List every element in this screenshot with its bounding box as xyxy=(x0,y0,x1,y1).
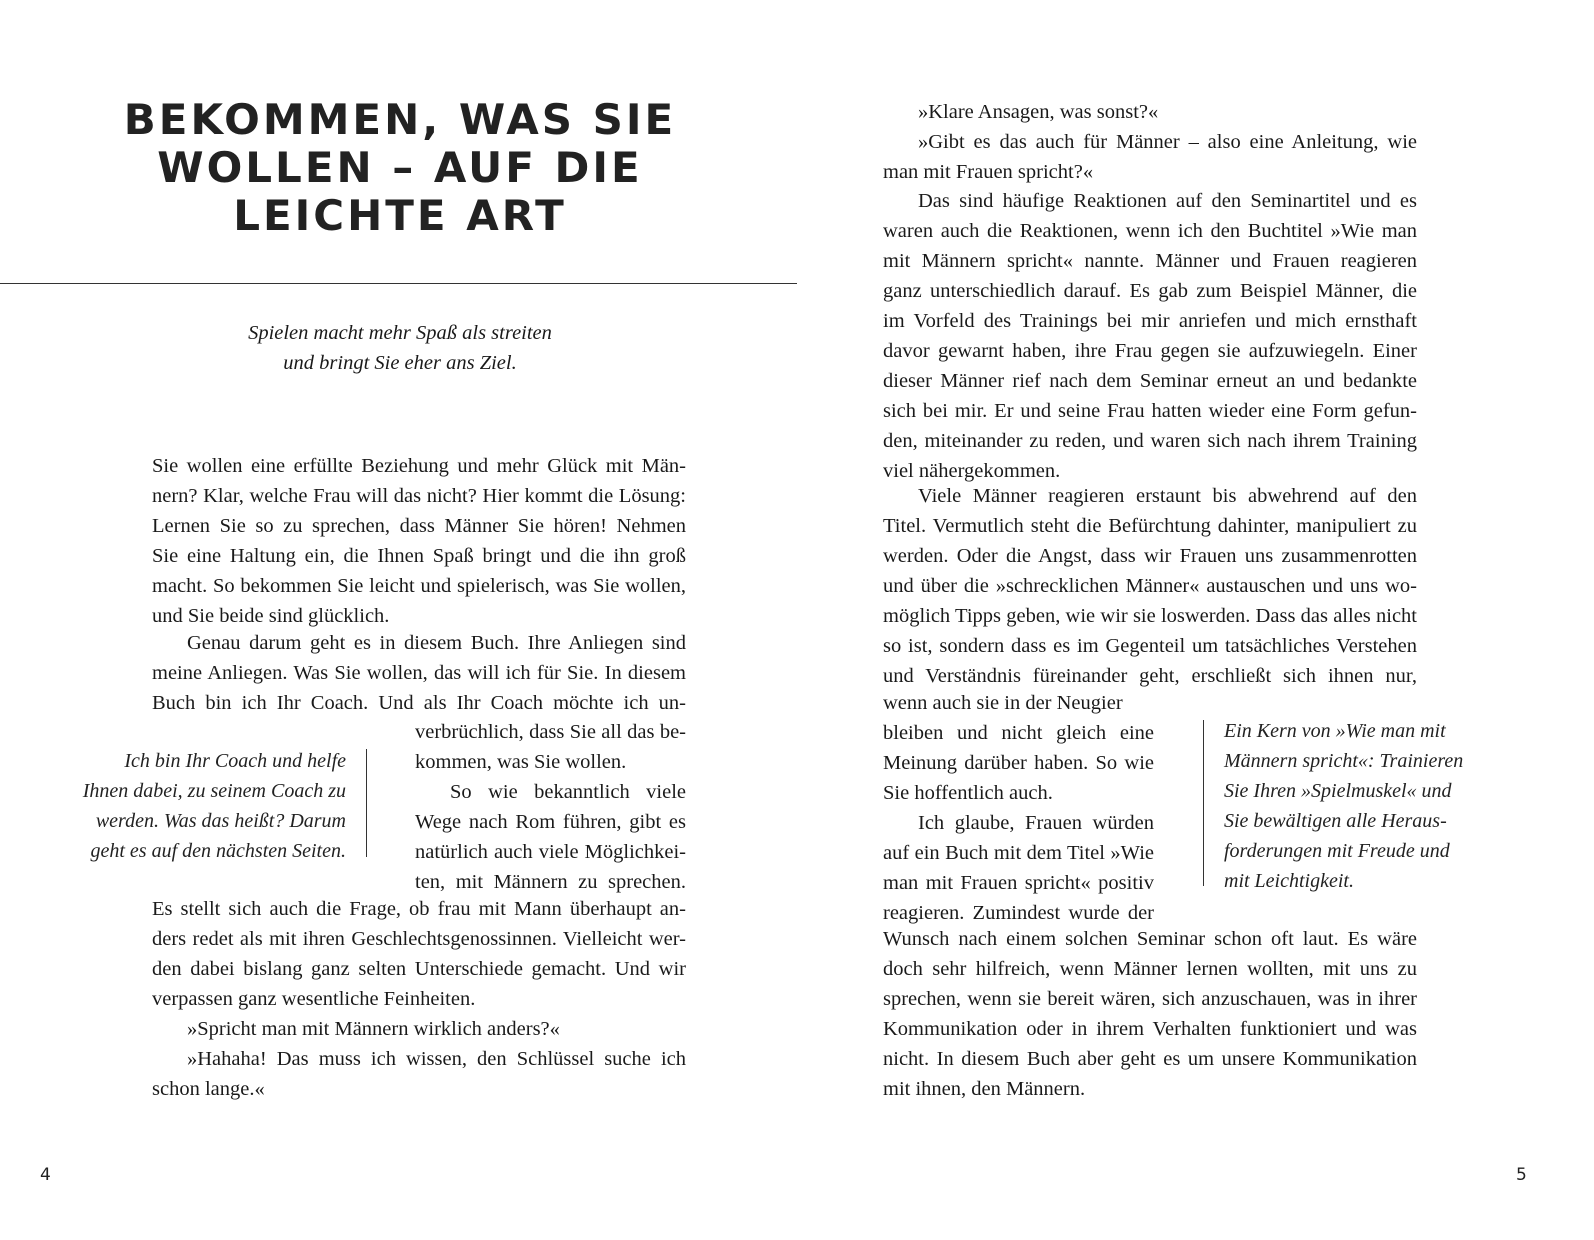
text-line: Das sind häufige Reaktionen auf den Seminartitel und es xyxy=(918,190,1417,212)
text-line: den, miteinander zu reden, und waren sich nach ihrem Training xyxy=(883,430,1417,452)
text-line: so ist, sondern dass es im Gegenteil um tatsächliches Verstehen xyxy=(883,635,1417,657)
dialogue-line: »Spricht man mit Männern wirklich anders?« xyxy=(187,1018,560,1040)
pull-quote-line: Ich bin Ihr Coach und helfe xyxy=(124,750,346,772)
text-line: und Verständnis füreinander geht, erschließt sich ihnen nur, xyxy=(883,665,1417,687)
text-line: Ich glaube, Frauen würden xyxy=(918,812,1154,834)
text-line: möglich Tipps geben, wie wir sie loswerden. Dass das alles nicht xyxy=(883,605,1417,627)
text-line: Sie eine Haltung ein, die Ihnen Spaß bringt und die ihn groß xyxy=(152,545,686,567)
wrapped-text-column xyxy=(415,717,686,897)
dialogue-line: »Klare Ansagen, was sonst?« xyxy=(918,101,1159,123)
text-line: sprechen, wenn sie bereit wären, sich anzuschauen, was in ihrer xyxy=(883,988,1417,1010)
text-line: bleiben und nicht gleich eine xyxy=(883,722,1154,744)
pull-quote-line: Sie Ihren »Spielmuskel« und xyxy=(1224,780,1452,802)
dialogue-line: schon lange.« xyxy=(152,1078,265,1100)
pull-quote-line: geht es auf den nächsten Seiten. xyxy=(90,840,346,862)
title-divider xyxy=(0,283,797,284)
text-line: meine Anliegen. Was Sie wollen, das will ich für Sie. In diesem xyxy=(152,662,686,684)
text-line: Sie hoffentlich auch. xyxy=(883,782,1053,804)
paragraph-2 xyxy=(152,628,686,718)
paragraph-3 xyxy=(152,894,686,1104)
pull-quote-line: mit Leichtigkeit. xyxy=(1224,870,1354,892)
text-line: macht. So bekommen Sie leicht und spielerisch, was Sie wollen, xyxy=(152,575,686,597)
page-number-right: 5 xyxy=(1516,1165,1527,1185)
motto-line: und bringt Sie eher ans Ziel. xyxy=(283,352,517,374)
text-line: man mit Frauen spricht« positiv xyxy=(883,872,1154,894)
text-line: kommen, was Sie wollen. xyxy=(415,751,627,773)
text-line: und Sie beide sind glücklich. xyxy=(152,605,390,627)
right-page xyxy=(797,0,1594,1240)
chapter-title-line: LEICHTE ART xyxy=(233,191,567,240)
pull-quote-line: Ein Kern von »Wie man mit xyxy=(1224,720,1446,742)
text-line: Sie wollen eine erfüllte Beziehung und mehr Glück mit Män- xyxy=(152,455,686,477)
pull-quote-line: Ihnen dabei, zu seinem Coach zu xyxy=(82,780,346,802)
pull-quote-line: Sie bewältigen alle Heraus- xyxy=(1224,810,1447,832)
text-line: Meinung darüber haben. So wie xyxy=(883,752,1154,774)
pull-quote-rule xyxy=(366,749,367,857)
paragraph-5 xyxy=(883,481,1417,691)
chapter-title xyxy=(110,96,690,240)
pull-quote-rule xyxy=(1203,720,1204,886)
text-line: verbrüchlich, dass Sie all das be- xyxy=(415,721,686,743)
text-line: Wege nach Rom führen, gibt es xyxy=(415,811,686,833)
pull-quote-line: forderungen mit Freude und xyxy=(1224,840,1450,862)
text-line: viel nähergekommen. xyxy=(883,460,1061,482)
text-line: doch sehr hilfreich, wenn Männer lernen wollten, mit uns zu xyxy=(883,958,1417,980)
chapter-motto xyxy=(200,318,600,378)
pull-quote xyxy=(60,746,346,866)
text-line: ganz unterschiedlich darauf. Es gab zum Beispiel Männer, die xyxy=(883,280,1417,302)
text-line: reagieren. Zumindest wurde der xyxy=(883,902,1154,924)
pull-quote-line: Männern spricht«: Trainieren xyxy=(1224,750,1464,772)
text-line: verpassen ganz wesentliche Feinheiten. xyxy=(152,988,476,1010)
paragraph-6 xyxy=(883,924,1417,1104)
text-line: wenn auch sie in der Neugier xyxy=(883,692,1123,714)
text-line: dieser Männer rief nach dem Seminar erneut an und bedankte xyxy=(883,370,1417,392)
text-line: im Vorfeld des Trainings bei mir anriefen und mich ernsthaft xyxy=(883,310,1417,332)
page-number-left: 4 xyxy=(40,1165,51,1185)
dialogue-block xyxy=(883,97,1417,187)
text-line: ten, mit Männern zu sprechen. xyxy=(415,871,686,893)
text-line: ders redet als mit ihren Geschlechtsgenossinnen. Vielleicht wer- xyxy=(152,928,686,950)
text-line: sich bei mir. Er und seine Frau hatten wieder eine Form gefun- xyxy=(883,400,1417,422)
text-line: waren auch die Reaktionen, wenn ich den Buchtitel »Wie man xyxy=(883,220,1417,242)
text-line: Titel. Vermutlich steht die Befürchtung dahinter, manipuliert zu xyxy=(883,515,1417,537)
chapter-title-line: BEKOMMEN, WAS SIE xyxy=(123,95,677,144)
pull-quote xyxy=(1224,716,1504,896)
text-line: Wunsch nach einem solchen Seminar schon oft laut. Es wäre xyxy=(883,928,1417,950)
text-line: So wie bekanntlich viele xyxy=(450,781,686,803)
text-line: Buch bin ich Ihr Coach. Und als Ihr Coach möchte ich un- xyxy=(152,692,686,714)
text-line: mit ihnen, den Männern. xyxy=(883,1078,1086,1100)
text-line: den dabei bislang ganz selten Unterschiede gemacht. Und wir xyxy=(152,958,686,980)
wrapped-text-column xyxy=(883,688,1154,928)
chapter-title-line: WOLLEN – AUF DIE xyxy=(157,143,643,192)
dialogue-line: »Gibt es das auch für Männer – also eine Anleitung, wie xyxy=(918,131,1417,153)
text-line: natürlich auch viele Möglichkei- xyxy=(415,841,686,863)
text-line: nicht. In diesem Buch aber geht es um unsere Kommunikation xyxy=(883,1048,1417,1070)
text-line: und über die »schrecklichen Männer« austauschen und uns wo- xyxy=(883,575,1417,597)
text-line: nern? Klar, welche Frau will das nicht? Hier kommt die Lösung: xyxy=(152,485,686,507)
pull-quote-line: werden. Was das heißt? Darum xyxy=(95,810,346,832)
text-line: davor gewarnt haben, ihre Frau gegen sie aufzuwiegeln. Einer xyxy=(883,340,1417,362)
motto-line: Spielen macht mehr Spaß als streiten xyxy=(248,322,552,344)
text-line: Genau darum geht es in diesem Buch. Ihre Anliegen sind xyxy=(187,632,686,654)
text-line: mit Männern spricht« nannte. Männer und Frauen reagieren xyxy=(883,250,1417,272)
paragraph-4 xyxy=(883,186,1417,486)
dialogue-line: »Hahaha! Das muss ich wissen, den Schlüssel suche ich xyxy=(187,1048,686,1070)
text-line: Kommunikation oder in ihrem Verhalten funktioniert und was xyxy=(883,1018,1417,1040)
text-line: Viele Männer reagieren erstaunt bis abwehrend auf den xyxy=(918,485,1417,507)
paragraph-1 xyxy=(152,451,686,631)
text-line: auf ein Buch mit dem Titel »Wie xyxy=(883,842,1154,864)
dialogue-line: man mit Frauen spricht?« xyxy=(883,161,1094,183)
text-line: werden. Oder die Angst, dass wir Frauen uns zusammenrotten xyxy=(883,545,1417,567)
text-line: Lernen Sie so zu sprechen, dass Männer Sie hören! Nehmen xyxy=(152,515,686,537)
text-line: Es stellt sich auch die Frage, ob frau mit Mann überhaupt an- xyxy=(152,898,686,920)
